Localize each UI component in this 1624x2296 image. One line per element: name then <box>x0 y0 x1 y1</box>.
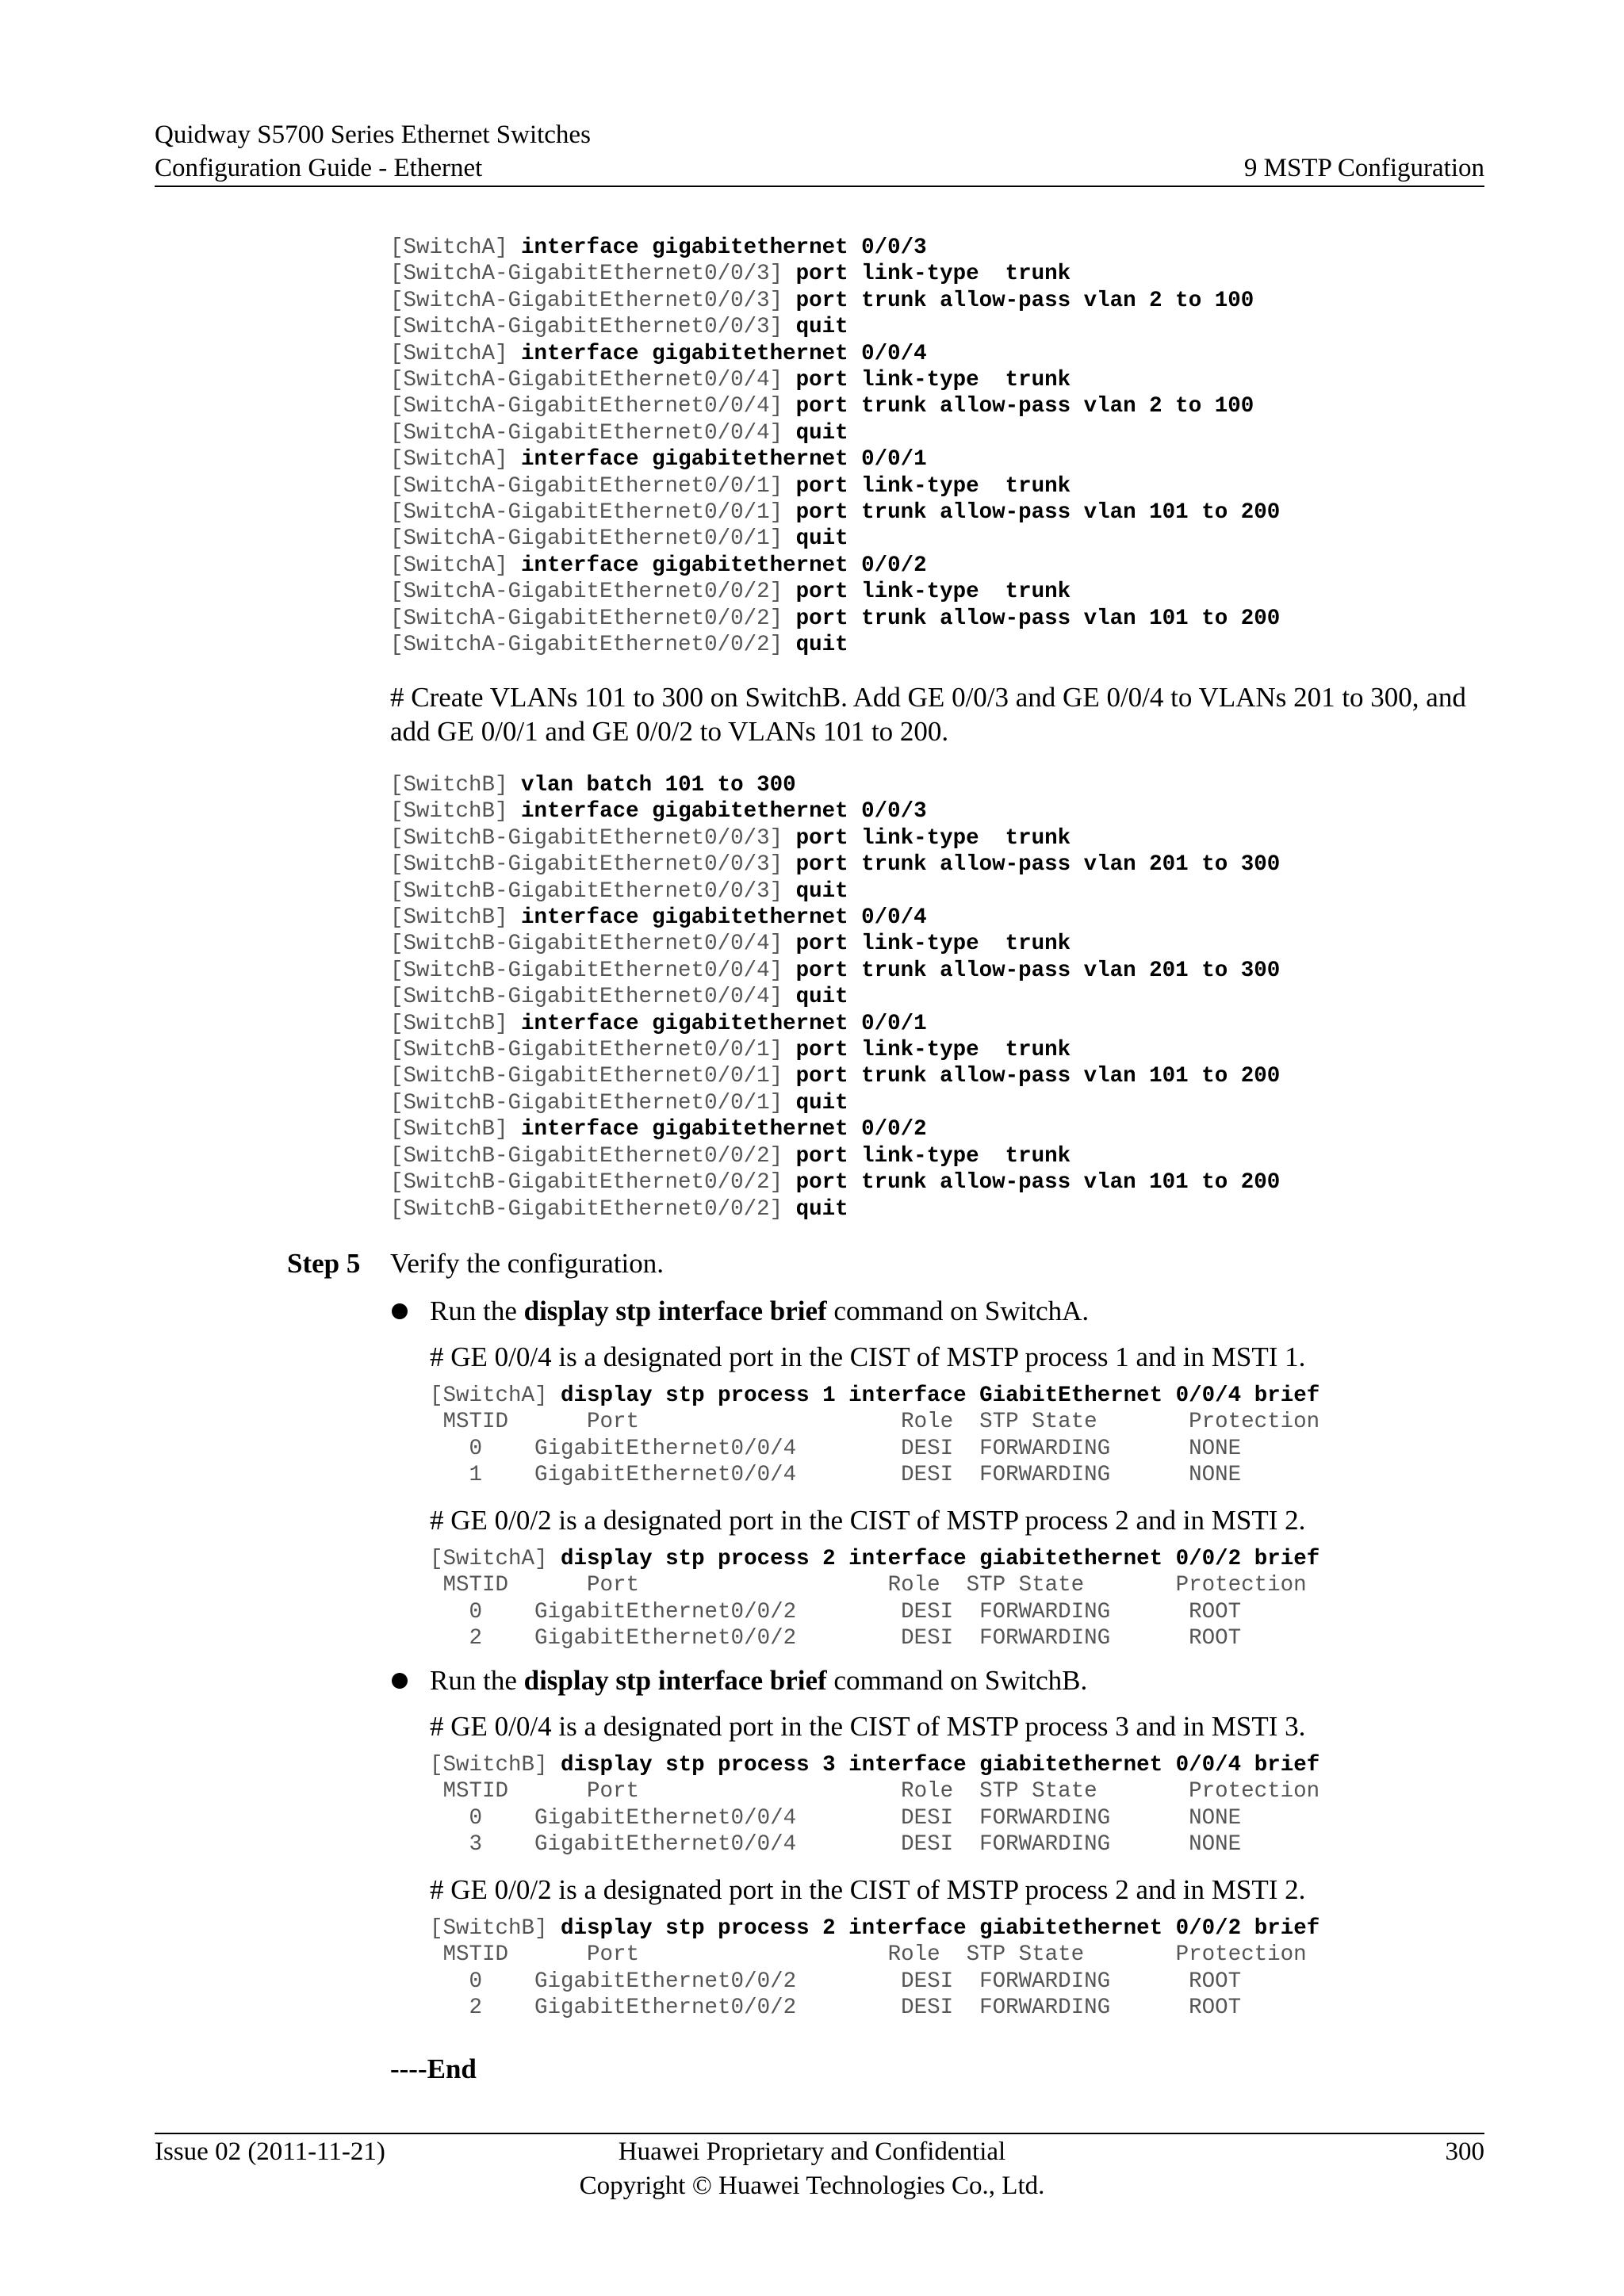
cli-prompt: [SwitchB-GigabitEthernet0/0/1] <box>390 1090 783 1115</box>
cli-command: interface gigabitethernet 0/0/3 <box>521 799 927 825</box>
cli-command: interface gigabitethernet 0/0/1 <box>521 1011 927 1036</box>
code-output-4: [SwitchB] display stp process 2 interface giabitethernet 0/0/2 brief MSTID Port Role STP State Protection 0 GigabitEthernet0/0/2 DESI FORWARDING ROOT 2 GigabitEthernet0/0/2 DESI FORWARDING ROOT <box>430 1916 1320 2021</box>
cli-command: vlan batch 101 to 300 <box>521 773 796 798</box>
bullet-dot <box>392 1303 408 1319</box>
cli-command: port trunk allow-pass vlan 101 to 200 <box>795 1064 1281 1089</box>
cli-prompt: [SwitchB-GigabitEthernet0/0/3] <box>390 825 783 851</box>
bullet-switchb: Run the display stp interface brief command on SwitchB. <box>430 1665 1088 1696</box>
cli-command: port trunk allow-pass vlan 101 to 200 <box>795 1170 1281 1196</box>
bullet-switcha: Run the display stp interface brief command on SwitchA. <box>430 1295 1090 1326</box>
header-chapter: 9 MSTP Configuration <box>1243 154 1484 182</box>
header-product: Quidway S5700 Series Ethernet Switches <box>155 121 591 149</box>
cli-command: port trunk allow-pass vlan 201 to 300 <box>795 852 1281 878</box>
cli-command: quit <box>795 878 848 904</box>
code-line <box>390 500 1280 525</box>
cli-command: quit <box>795 420 848 446</box>
cli-prompt: [SwitchB-GigabitEthernet0/0/4] <box>390 932 783 957</box>
code-line <box>390 1091 848 1115</box>
cli-prompt: [SwitchA-GigabitEthernet0/0/4] <box>390 394 783 419</box>
code-line <box>390 1064 1280 1089</box>
code-line <box>390 852 1280 877</box>
code-line <box>390 985 848 1009</box>
cli-prompt: [SwitchB-GigabitEthernet0/0/3] <box>390 878 783 904</box>
code-line <box>390 1197 848 1222</box>
cli-command: quit <box>795 526 848 552</box>
cli-prompt: [SwitchB-GigabitEthernet0/0/2] <box>390 1196 783 1222</box>
desc-output-4: # GE 0/0/2 is a designated port in the CIST of MSTP process 2 and in MSTI 2. <box>430 1874 1306 1905</box>
code-line <box>390 342 927 366</box>
cli-command: quit <box>795 315 848 340</box>
code-line <box>390 633 848 657</box>
code-line <box>390 553 927 578</box>
code-line <box>390 262 1071 286</box>
code-block-switcha-config <box>390 235 1280 659</box>
code-line <box>390 1170 1280 1195</box>
cli-command: port trunk allow-pass vlan 2 to 100 <box>795 394 1254 419</box>
bullet-dot <box>392 1673 408 1689</box>
cli-prompt: [SwitchA-GigabitEthernet0/0/1] <box>390 473 783 499</box>
code-line <box>390 905 927 930</box>
footer-issue: Issue 02 (2011-11-21) <box>155 2137 385 2166</box>
code-line <box>390 959 1280 983</box>
code-line <box>390 1117 927 1142</box>
cli-prompt: [SwitchB-GigabitEthernet0/0/4] <box>390 958 783 983</box>
cli-command: port trunk allow-pass vlan 101 to 200 <box>795 500 1281 526</box>
cli-command: port link-type trunk <box>795 473 1071 499</box>
code-line <box>390 289 1254 313</box>
cli-prompt: [SwitchA-GigabitEthernet0/0/2] <box>390 580 783 605</box>
code-line <box>390 394 1254 419</box>
desc-output-2: # GE 0/0/2 is a designated port in the CIST of MSTP process 2 and in MSTI 2. <box>430 1505 1306 1536</box>
cli-command: port trunk allow-pass vlan 2 to 100 <box>795 288 1254 313</box>
code-line <box>390 826 1071 851</box>
code-line <box>390 447 927 472</box>
cli-prompt: [SwitchA-GigabitEthernet0/0/2] <box>390 606 783 631</box>
step-label: Step 5 <box>287 1248 361 1279</box>
cli-command: interface gigabitethernet 0/0/3 <box>521 235 927 260</box>
cli-prompt: [SwitchA-GigabitEthernet0/0/3] <box>390 315 783 340</box>
cli-command: quit <box>795 985 848 1010</box>
cli-command: quit <box>795 1090 848 1115</box>
cli-command: port trunk allow-pass vlan 101 to 200 <box>795 606 1281 631</box>
footer-rule <box>155 2133 1484 2134</box>
code-line <box>390 315 848 339</box>
cli-prompt: [SwitchA-GigabitEthernet0/0/4] <box>390 368 783 393</box>
code-line <box>390 773 796 798</box>
code-line <box>390 421 848 446</box>
code-output-3: [SwitchB] display stp process 3 interface giabitethernet 0/0/4 brief MSTID Port Role STP State Protection 0 GigabitEthernet0/0/4 DESI FORWARDING NONE 3 GigabitEthernet0/0/4 DESI FORWARDING NONE <box>430 1753 1320 1858</box>
cli-prompt: [SwitchA-GigabitEthernet0/0/3] <box>390 262 783 287</box>
code-line <box>390 799 927 824</box>
cli-command: port link-type trunk <box>795 1038 1071 1063</box>
cli-command: interface gigabitethernet 0/0/2 <box>521 1117 927 1142</box>
cli-prompt: [SwitchB] <box>390 1117 508 1142</box>
code-line <box>390 607 1280 631</box>
cli-prompt: [SwitchA] <box>390 447 508 473</box>
cli-command: port trunk allow-pass vlan 201 to 300 <box>795 958 1281 983</box>
code-line <box>390 932 1071 956</box>
cli-command: interface gigabitethernet 0/0/1 <box>521 447 927 473</box>
desc-output-1: # GE 0/0/4 is a designated port in the CIST of MSTP process 1 and in MSTI 1. <box>430 1341 1306 1372</box>
code-line <box>390 879 848 904</box>
step-text: Verify the configuration. <box>390 1248 665 1279</box>
desc-output-3: # GE 0/0/4 is a designated port in the CIST of MSTP process 3 and in MSTI 3. <box>430 1711 1306 1742</box>
header-rule <box>155 186 1484 187</box>
code-line <box>390 1144 1071 1169</box>
footer-confidential: Huawei Proprietary and Confidential <box>618 2137 1006 2166</box>
cli-prompt: [SwitchB] <box>390 773 508 798</box>
code-line <box>390 580 1071 604</box>
cli-command: port link-type trunk <box>795 368 1071 393</box>
cli-prompt: [SwitchB-GigabitEthernet0/0/2] <box>390 1143 783 1169</box>
code-block-switchb-config <box>390 772 1280 1223</box>
header-guide: Configuration Guide - Ethernet <box>155 154 483 182</box>
cli-prompt: [SwitchA] <box>390 235 508 260</box>
cli-prompt: [SwitchB-GigabitEthernet0/0/1] <box>390 1038 783 1063</box>
code-line <box>390 368 1071 392</box>
cli-command: port link-type trunk <box>795 580 1071 605</box>
cli-command: quit <box>795 1196 848 1222</box>
code-line <box>390 474 1071 499</box>
cli-command: interface gigabitethernet 0/0/2 <box>521 553 927 578</box>
cli-prompt: [SwitchA] <box>390 341 508 366</box>
cli-command: interface gigabitethernet 0/0/4 <box>521 905 927 931</box>
code-line <box>390 1012 927 1036</box>
cli-prompt: [SwitchB] <box>390 905 508 931</box>
code-output-2: [SwitchA] display stp process 2 interface giabitethernet 0/0/2 brief MSTID Port Role STP State Protection 0 GigabitEthernet0/0/2 DESI FORWARDING ROOT 2 GigabitEthernet0/0/2 DESI FORWARDING ROOT <box>430 1547 1320 1651</box>
cli-command: quit <box>795 633 848 658</box>
cli-prompt: [SwitchA] <box>390 553 508 578</box>
cli-prompt: [SwitchA-GigabitEthernet0/0/4] <box>390 420 783 446</box>
code-line <box>390 526 848 551</box>
cli-command: port link-type trunk <box>795 825 1071 851</box>
cli-prompt: [SwitchA-GigabitEthernet0/0/2] <box>390 633 783 658</box>
footer-copyright: Copyright © Huawei Technologies Co., Ltd. <box>579 2172 1045 2200</box>
cli-command: port link-type trunk <box>795 262 1071 287</box>
paragraph-create-vlans: # Create VLANs 101 to 300 on SwitchB. Add GE 0/0/3 and GE 0/0/4 to VLANs 201 to 300, and add GE 0/0/1 and GE 0/0/2 to VLANs 101 to 200. <box>390 682 1466 747</box>
cli-prompt: [SwitchA-GigabitEthernet0/0/1] <box>390 526 783 552</box>
code-output-1: [SwitchA] display stp process 1 interface GiabitEthernet 0/0/4 brief MSTID Port Role STP State Protection 0 GigabitEthernet0/0/4 DESI FORWARDING NONE 1 GigabitEthernet0/0/4 DESI FORWARDING NONE <box>430 1383 1320 1488</box>
cli-command: port link-type trunk <box>795 1143 1071 1169</box>
code-line <box>390 1038 1071 1062</box>
footer-page-number: 300 <box>1445 2137 1484 2166</box>
cli-prompt: [SwitchA-GigabitEthernet0/0/3] <box>390 288 783 313</box>
cli-prompt: [SwitchB-GigabitEthernet0/0/2] <box>390 1170 783 1196</box>
end-marker: ----End <box>390 2053 477 2084</box>
cli-prompt: [SwitchB] <box>390 799 508 825</box>
cli-command: interface gigabitethernet 0/0/4 <box>521 341 927 366</box>
cli-command: port link-type trunk <box>795 932 1071 957</box>
cli-prompt: [SwitchB-GigabitEthernet0/0/4] <box>390 985 783 1010</box>
cli-prompt: [SwitchB-GigabitEthernet0/0/1] <box>390 1064 783 1089</box>
cli-prompt: [SwitchB-GigabitEthernet0/0/3] <box>390 852 783 878</box>
cli-prompt: [SwitchB] <box>390 1011 508 1036</box>
code-line <box>390 235 927 260</box>
cli-prompt: [SwitchA-GigabitEthernet0/0/1] <box>390 500 783 526</box>
